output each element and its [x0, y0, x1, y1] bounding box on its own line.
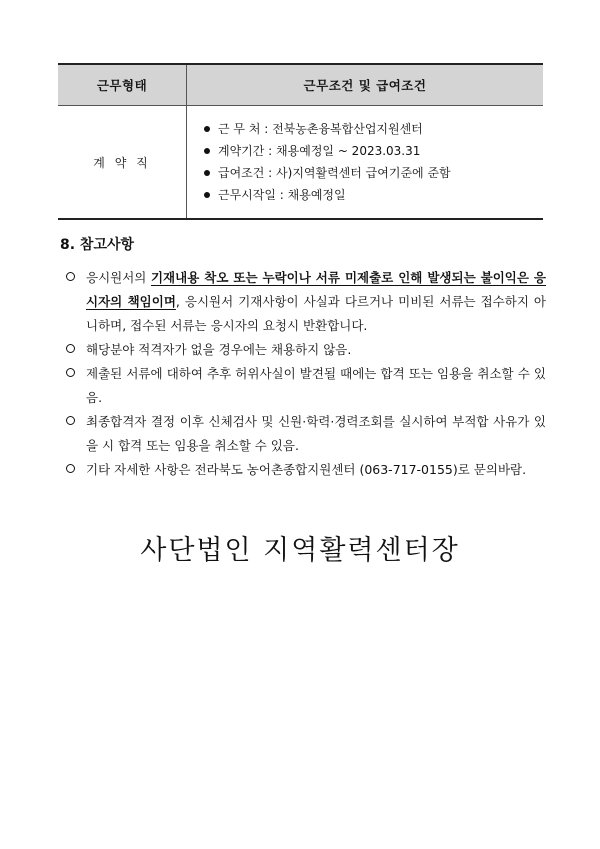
section-title: 8. 참고사항 [60, 237, 135, 253]
circle-bullet-icon [66, 464, 75, 473]
list-item [66, 362, 546, 410]
work-type-cell: 계 약 직 [58, 106, 187, 220]
signature-title: 사단법인 지역활력센터장 [140, 535, 460, 566]
notes-list [66, 266, 546, 482]
note-1-pre: 응시원서의 [86, 270, 151, 285]
list-item [66, 338, 546, 362]
header-conditions: 근무조건 및 급여조건 [187, 64, 544, 106]
list-item [66, 266, 546, 338]
conditions-cell [187, 106, 544, 220]
conditions-list [188, 118, 542, 206]
list-item [66, 458, 546, 482]
note-3: 제출된 서류에 대하여 추후 허위사실이 발견될 때에는 합격 또는 임용을 취소할 수 있음. [86, 366, 546, 405]
circle-bullet-icon [66, 272, 75, 281]
note-1-post: , 응시원서 기재사항이 사실과 다르거나 미비된 서류는 접수하지 아니하며, 접수된 서류는 응시자의 요청시 반환합니다. [86, 294, 546, 333]
condition-contract-period: 계약기간 : 채용예정일 ~ 2023.03.31 [202, 140, 542, 162]
table-header-row [58, 64, 543, 106]
note-2: 해당분야 적격자가 없을 경우에는 채용하지 않음. [86, 342, 352, 357]
circle-bullet-icon [66, 344, 75, 353]
table-row [58, 106, 543, 220]
list-item [66, 410, 546, 458]
circle-bullet-icon [66, 368, 75, 377]
note-4: 최종합격자 결정 이후 신체검사 및 신원·학력·경력조회를 실시하여 부적합 사유가 있을 시 합격 또는 임용을 취소할 수 있음. [86, 414, 546, 453]
conditions-table [58, 63, 543, 220]
condition-workplace: 근 무 처 : 전북농촌융복합산업지원센터 [202, 118, 542, 140]
note-1-emphasis: 기재내용 착오 또는 누락이나 서류 미제출로 인해 발생되는 불이익은 응시자의 책임이며 [86, 270, 546, 309]
header-work-type: 근무형태 [58, 64, 187, 106]
condition-start-date: 근무시작일 : 채용예정일 [202, 184, 542, 206]
condition-salary: 급여조건 : 사)지역활력센터 급여기준에 준함 [202, 162, 542, 184]
circle-bullet-icon [66, 416, 75, 425]
note-5: 기타 자세한 사항은 전라북도 농어촌종합지원센터 (063-717-0155)로 문의바람. [86, 462, 527, 477]
